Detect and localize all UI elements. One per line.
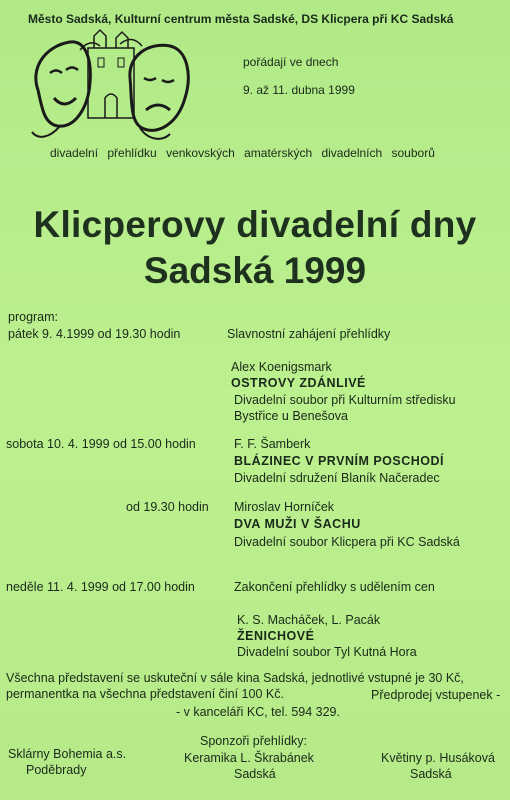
day2-ensemble: Divadelní sdružení Blaník Načeradec xyxy=(234,471,440,485)
closing-ceremony: Zakončení přehlídky s udělením cen xyxy=(234,580,435,594)
info-pass: permanentka na všechna představení činí 100 Kč. xyxy=(6,687,284,701)
theatre-masks-emblem xyxy=(20,28,195,148)
main-title-year: Sadská 1999 xyxy=(143,250,367,291)
day2-play: BLÁZINEC V PRVNÍM POSCHODÍ xyxy=(234,454,445,468)
info-contact: - v kanceláři KC, tel. 594 329. xyxy=(176,705,340,719)
sponsor-1-name: Sklárny Bohemia a.s. xyxy=(8,747,127,761)
opening-ceremony: Slavnostní zahájení přehlídky xyxy=(227,327,391,341)
sponsor-3-town: Sadská xyxy=(410,767,452,781)
organizers: Město Sadská, Kulturní centrum města Sadské, DS Klicpera při KC Sadská xyxy=(28,12,454,26)
subtitle: divadelní přehlídku venkovských amatérských divadelních souborů xyxy=(50,146,435,160)
day1-time: pátek 9. 4.1999 od 19.30 hodin xyxy=(8,327,181,341)
program-heading: program: xyxy=(8,310,59,324)
main-title: Klicperovy divadelní dny xyxy=(33,204,477,245)
day2-evening-author: Miroslav Horníček xyxy=(234,500,335,514)
day2-evening-ensemble: Divadelní soubor Klicpera při KC Sadská xyxy=(234,535,460,549)
day1-play: OSTROVY ZDÁNLIVÉ xyxy=(231,376,366,390)
sponsor-2-name: Keramika L. Škrabánek xyxy=(184,751,314,765)
sponsor-1-town: Poděbrady xyxy=(26,763,87,777)
festival-dates: 9. až 11. dubna 1999 xyxy=(243,83,355,97)
sponsor-2-town: Sadská xyxy=(234,767,276,781)
day2-author: F. F. Šamberk xyxy=(234,437,311,451)
day3-play: ŽENICHOVÉ xyxy=(237,629,315,643)
day3-ensemble: Divadelní soubor Tyl Kutná Hora xyxy=(237,645,417,659)
sponsors-heading: Sponzoři přehlídky: xyxy=(200,734,308,748)
day2-time: sobota 10. 4. 1999 od 15.00 hodin xyxy=(6,437,196,451)
day2-evening-play: DVA MUŽI V ŠACHU xyxy=(234,517,361,531)
day3-time: neděle 11. 4. 1999 od 17.00 hodin xyxy=(6,580,195,594)
day1-ensemble: Divadelní soubor při Kulturním středisku xyxy=(234,393,456,407)
presents-text: pořádají ve dnech xyxy=(243,55,339,69)
sponsor-3-name: Květiny p. Husáková xyxy=(381,751,495,765)
info-presale: Předprodej vstupenek - xyxy=(371,688,501,702)
day1-author: Alex Koenigsmark xyxy=(231,360,332,374)
day1-ensemble-place: Bystřice u Benešova xyxy=(234,409,348,423)
day3-author: K. S. Macháček, L. Pacák xyxy=(237,613,381,627)
day2-evening-time: od 19.30 hodin xyxy=(126,500,209,514)
info-venue: Všechna představení se uskuteční v sále kina Sadská, jednotlivé vstupné je 30 Kč, xyxy=(6,671,464,685)
